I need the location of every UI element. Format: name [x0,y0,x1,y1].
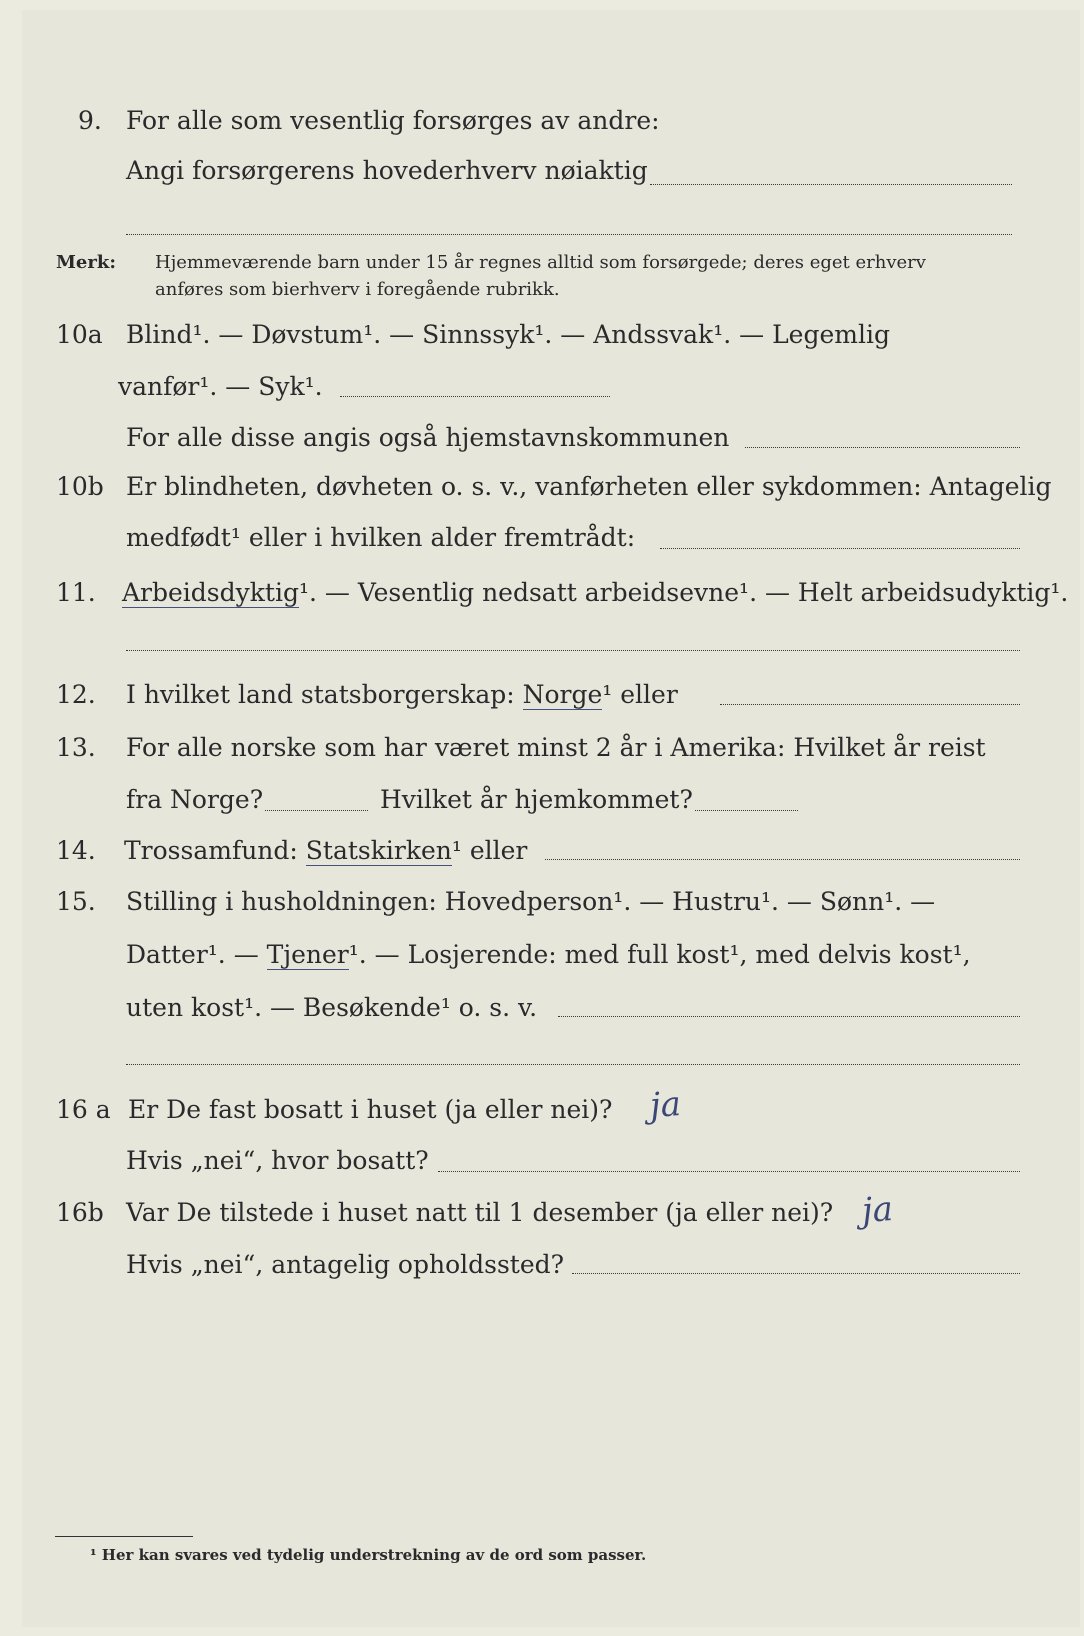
answer-line[interactable] [558,1016,1020,1017]
question-number: 12. [56,680,96,709]
question-number: 9. [78,106,102,135]
question-number: 14. [56,836,96,865]
question-text: Var De tilstede i huset natt til 1 desember (ja eller nei)? [126,1198,834,1227]
question-number: 13. [56,733,96,762]
question-text: Hvis „nei“, hvor bosatt? [126,1146,429,1175]
question-text: fra Norge? [126,785,264,814]
answer-line[interactable] [340,396,610,397]
question-text: Hvilket år hjemkommet? [380,785,693,814]
selected-option-statskirken[interactable]: Statskirken [305,836,452,865]
question-text: Stilling i husholdningen: Hovedperson¹. — Hustru¹. — Sønn¹. — [126,887,936,916]
question-number: 10a [56,320,103,349]
answer-line[interactable] [438,1171,1020,1172]
answer-line[interactable] [126,234,1012,235]
question-text: Datter¹. — [126,940,267,969]
answer-line[interactable] [720,704,1020,705]
answer-line[interactable] [650,184,1012,185]
question-text: For alle disse angis også hjemstavnskommunen [126,423,730,452]
question-text: ¹. — Vesentlig nedsatt arbeidsevne¹. — Helt arbeidsudyktig¹. [298,578,1069,607]
question-text: Angi forsørgerens hovederhverv nøiaktig [126,156,648,185]
question-text: Hvis „nei“, antagelig opholdssted? [126,1250,565,1279]
footnote: ¹ Her kan svares ved tydelig understrekning av de ord som passer. [90,1546,647,1564]
question-text: uten kost¹. — Besøkende¹ o. s. v. [126,993,538,1022]
merk-text: Hjemmeværende barn under 15 år regnes alltid som forsørgede; deres eget erhverv [155,252,926,273]
question-text: Er De fast bosatt i huset (ja eller nei)? [128,1095,613,1124]
question-text: ¹ eller [602,680,678,709]
answer-line[interactable] [660,548,1020,549]
question-text: I hvilket land statsborgerskap: [126,680,523,709]
selected-option-tjener[interactable]: Tjener [266,940,349,969]
question-text: Blind¹. — Døvstum¹. — Sinnssyk¹. — Andssvak¹. — Legemlig [126,320,890,349]
handwritten-answer: ja [860,1188,895,1232]
merk-text: anføres som bierhverv i foregående rubrikk. [155,279,560,300]
question-text: Trossamfund: [124,836,306,865]
question-text: For alle norske som har været minst 2 år i Amerika: Hvilket år reist [126,733,986,762]
question-text: Er blindheten, døvheten o. s. v., vanførheten eller sykdommen: Antagelig [126,472,1052,501]
question-number: 11. [56,578,96,607]
question-text: medfødt¹ eller i hvilken alder fremtrådt: [126,523,636,552]
answer-line[interactable] [695,810,798,811]
handwritten-answer: ja [648,1083,683,1127]
answer-line[interactable] [545,859,1020,860]
question-text: vanfør¹. — Syk¹. [118,372,323,401]
question-number: 16b [56,1198,104,1227]
question-number: 10b [56,472,104,501]
merk-label: Merk: [56,252,116,273]
question-text: ¹ eller [451,836,528,865]
answer-line[interactable] [126,1064,1020,1065]
question-text: For alle som vesentlig forsørges av andre: [126,106,660,135]
question-number: 15. [56,887,96,916]
answer-line[interactable] [126,650,1020,651]
footnote-rule [55,1536,193,1537]
selected-option-arbeidsdyktig[interactable]: Arbeidsdyktig [122,578,299,607]
answer-line[interactable] [265,810,368,811]
question-number: 16 a [56,1095,111,1124]
selected-option-norge[interactable]: Norge [522,680,603,709]
answer-line[interactable] [572,1273,1020,1274]
answer-line[interactable] [745,447,1020,448]
question-text: ¹. — Losjerende: med full kost¹, med delvis kost¹, [348,940,971,969]
